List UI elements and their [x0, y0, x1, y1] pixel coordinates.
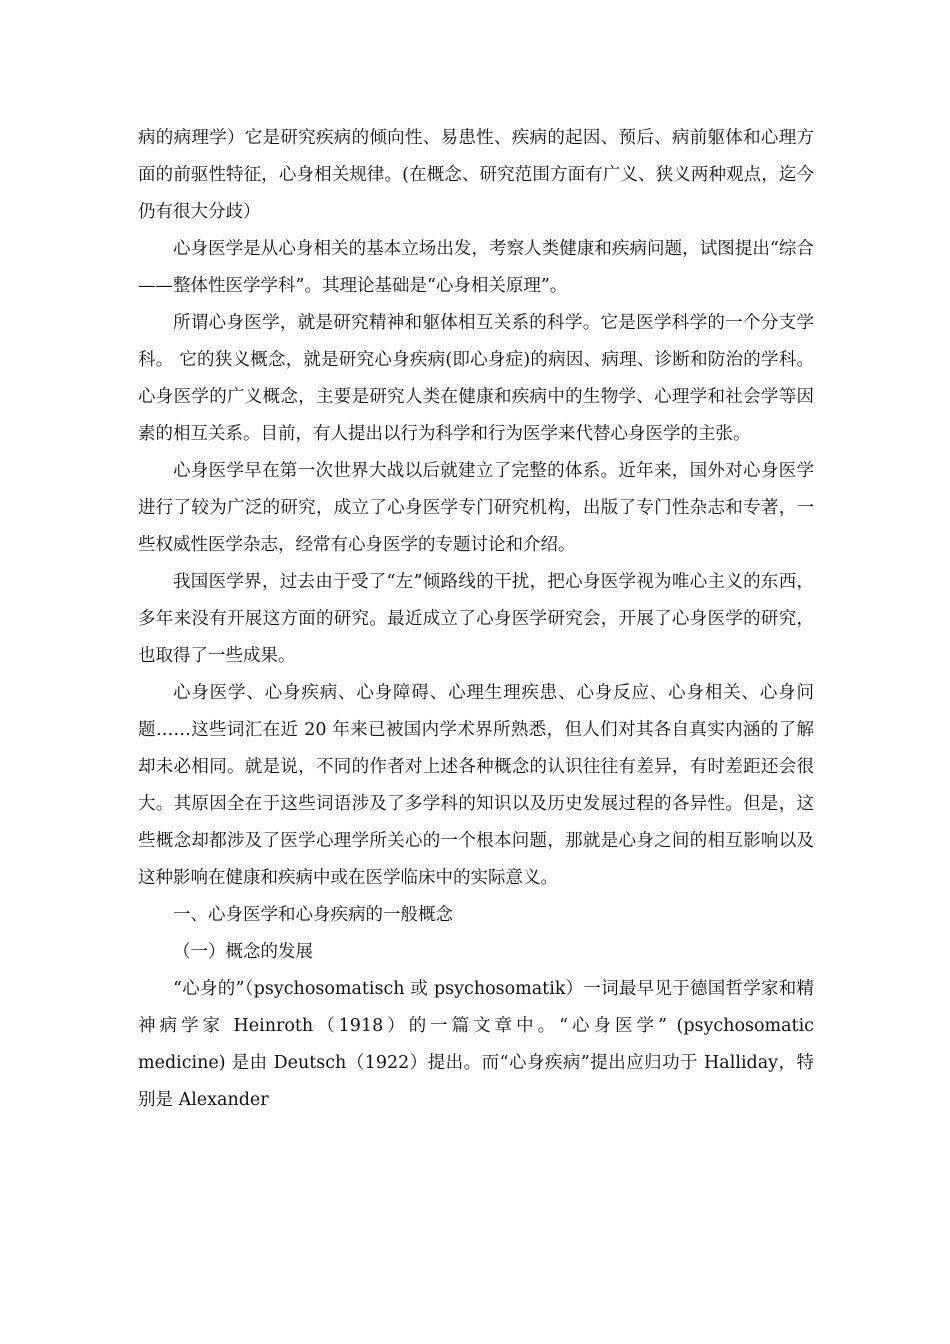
paragraph: 心身医学是从心身相关的基本立场出发，考察人类健康和疾病问题，试图提出“综合——整体性医学学科”。其理论基础是“心身相关原理”。 [138, 239, 814, 296]
paragraph: 心身医学早在第一次世界大战以后就建立了完整的体系。近年来，国外对心身医学进行了较为广泛的研究，成立了心身医学专门研究机构，出版了专门性杂志和专著，一些权威性医学杂志，经常有心身医学的专题讨论和介绍。 [138, 461, 814, 555]
section-heading: 一、心身医学和心身疾病的一般概念 [173, 905, 453, 925]
body-text [138, 120, 814, 1119]
paragraph: “心身的”（psychosomatisch 或 psychosomatik）一词最早见于德国哲学家和精神病学家 Heinroth（1918）的一篇文章中。“心身医学” (psychosomatic medicine) 是由 Deutsch（1922）提出。而“心身疾病”提出应归功于 Halliday，特别是 Alexander [138, 979, 814, 1110]
paragraph-continuation: 病的病理学）它是研究疾病的倾向性、易患性、疾病的起因、预后、病前躯体和心理方面的前驱性特征，心身相关规律。(在概念、研究范围方面有广义、狭义两种观点，迄今仍有很大分歧） [138, 128, 814, 222]
paragraph: 心身医学、心身疾病、心身障碍、心理生理疾患、心身反应、心身相关、心身问题……这些词汇在近 20 年来已被国内学术界所熟悉，但人们对其各自真实内涵的了解却未必相同。就是说，不同的作者对上述各种概念的认识往往有差异，有时差距还会很大。其原因全在于这些词语涉及了多学科的知识以及历史发展过程的各异性。但是，这些概念却都涉及了医学心理学所关心的一个根本问题，那就是心身之间的相互影响以及这种影响在健康和疾病中或在医学临床中的实际意义。 [138, 683, 814, 888]
paragraph: 所谓心身医学，就是研究精神和躯体相互关系的科学。它是医学科学的一个分支学科。 它的狭义概念，就是研究心身疾病(即心身症)的病因、病理、诊断和防治的学科。心身医学的广义概念，主要是研究人类在健康和疾病中的生物学、心理学和社会学等因素的相互关系。目前，有人提出以行为科学和行为医学来代替心身医学的主张。 [138, 313, 814, 444]
paragraph: 我国医学界，过去由于受了“左”倾路线的干扰，把心身医学视为唯心主义的东西， 多年来没有开展这方面的研究。最近成立了心身医学研究会，开展了心身医学的研究，也取得了一些成果。 [138, 572, 814, 666]
subsection-heading: （一）概念的发展 [173, 942, 313, 962]
